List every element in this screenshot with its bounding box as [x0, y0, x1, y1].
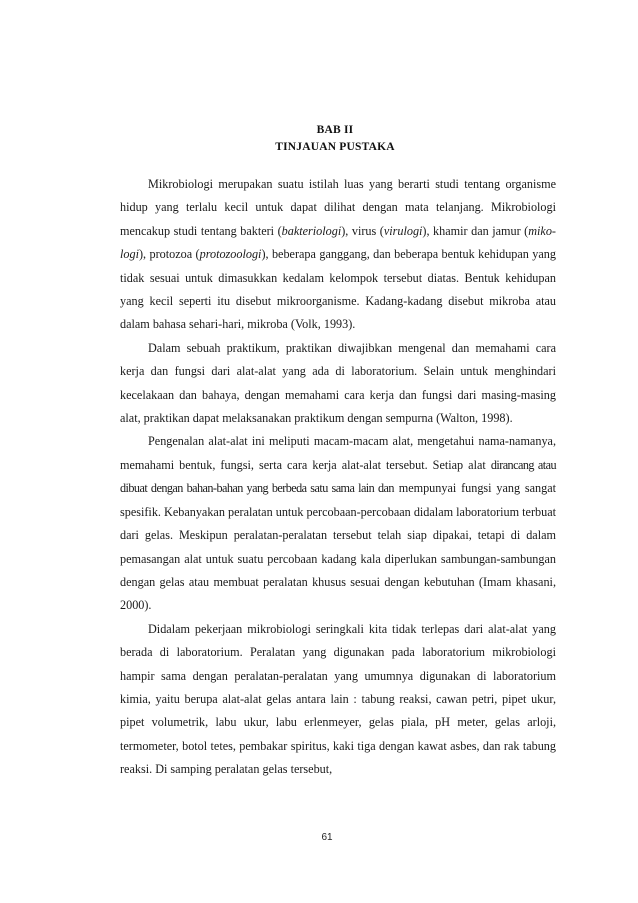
p1-italic-4: protozoologi — [199, 247, 262, 262]
paragraph-4: Didalam pekerjaan mikrobiologi seringkali kita tidak terlepas dari alat-alat yang berada di laboratorium. Peralatan yang digunakan pada laboratorium mikrobiologi hampir sama dengan peralatan-peralatan yang umumnya digunakan di laboratorium kimia, yaitu berupa alat-alat gelas antara lain : tabung reaksi, cawan petri, pipet ukur, pipet volumetrik, labu ukur, labu erlenmeyer, gelas piala, pH meter, gelas arloji, termometer, botol tetes, pembakar spiritus, kaki tiga dengan kawat asbes, dan rak tabung reaksi. Di samping peralatan gelas tersebut, — [120, 621, 556, 777]
p1-text-1: Mikrobiologi merupakan suatu istilah luas yang berarti studi tentang organisme hidup yang terlalu kecil untuk dapat dilihat dengan mata telanjang. Mikrobiologi mencakup studi tentang bakteri ( — [120, 177, 556, 238]
chapter-label: BAB II — [316, 124, 354, 136]
paragraph-1 — [120, 173, 556, 337]
p1-text-4: ), protozoa ( — [138, 247, 200, 262]
p1-italic-3: miko-logi — [120, 223, 556, 262]
p1-italic-2: virulogi — [383, 223, 423, 238]
paragraph-3 — [120, 430, 556, 617]
p1-italic-1: bakteriologi — [281, 223, 342, 238]
body-text — [120, 173, 556, 782]
p1-text-5: ), beberapa ganggang, dan beberapa bentuk kehidupan yang tidak sesuai untuk dimasukkan kedalam kelompok tersebut diatas. Bentuk kehidupan yang kecil seperti itu disebut mikroorganisme. Kadang-kadang disebut mikroba atau dalam bahasa sehari-hari, mikroba (Volk, 1993). — [120, 247, 556, 332]
paragraph-2: Dalam sebuah praktikum, praktikan diwajibkan mengenal dan memahami cara kerja dan fungsi dari alat-alat yang ada di laboratorium. Selain untuk menghindari kecelakaan dan bahaya, dengan memahami cara kerja dan fungsi dari masing-masing alat, praktikan dapat melaksanakan praktikum dengan sempurna (Walton, 1998). — [120, 340, 556, 426]
p1-text-3: ), khamir dan jamur ( — [422, 223, 529, 238]
chapter-title: TINJAUAN PUSTAKA — [275, 141, 395, 153]
p3-text-2: mempunyai fungsi yang sangat spesifik. Kebanyakan peralatan untuk percobaan-percobaan didalam laboratorium terbuat dari gelas. Meskipun peralatan-peralatan tersebut telah siap dipakai, tetapi di dalam pemasangan alat untuk suatu percobaan kadang kala diperlukan sambungan-sambungan dengan gelas atau membuat peralatan khusus sesuai dengan kebutuhan (Imam khasani, 2000). — [120, 481, 557, 613]
p1-text-2: ), virus ( — [341, 223, 384, 238]
p3-condensed-text: dirancang atau dibuat dengan bahan-bahan yang berbeda satu sama lain dan — [120, 457, 556, 496]
p3-text-1: Pengenalan alat-alat ini meliputi macam-macam alat, mengetahui nama-namanya, memahami bentuk, fungsi, serta cara kerja alat-alat tersebut. Setiap alat — [120, 434, 556, 472]
page-number: 61 — [321, 832, 333, 843]
